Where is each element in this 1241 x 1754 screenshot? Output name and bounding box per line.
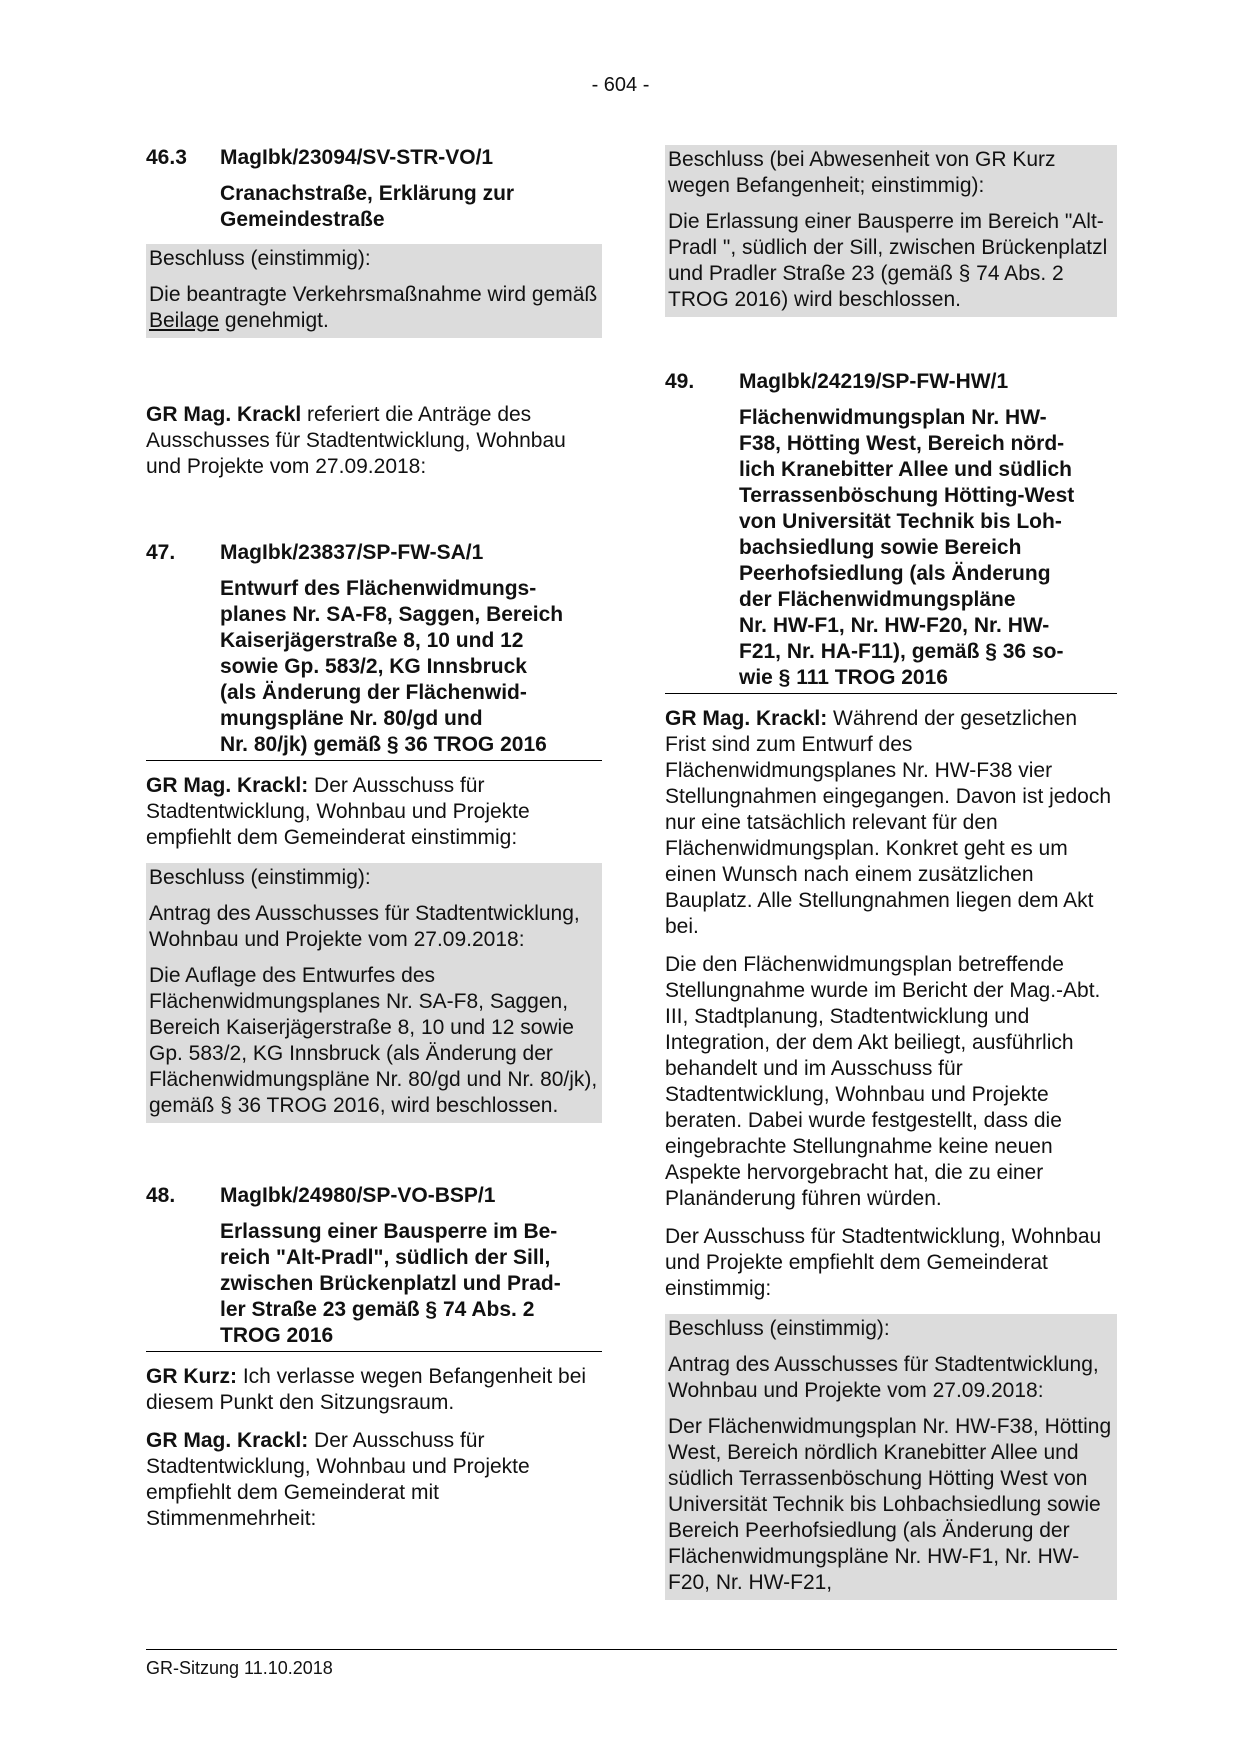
title-line: Kaiserjägerstraße 8, 10 und 12 xyxy=(220,629,524,652)
beschluss-label: Beschluss (einstimmig): xyxy=(668,1317,890,1340)
title-line: Nr. HW-F1, Nr. HW-F20, Nr. HW- xyxy=(739,614,1050,637)
title-line: TROG 2016 xyxy=(220,1324,334,1347)
item-code: MagIbk/24219/SP-FW-HW/1 xyxy=(739,370,1009,393)
item-code: MagIbk/23837/SP-FW-SA/1 xyxy=(220,541,484,564)
speaker: GR Mag. Krackl: xyxy=(146,1429,309,1452)
title-line: F38, Hötting West, Bereich nörd- xyxy=(739,432,1065,455)
item-code: MagIbk/24980/SP-VO-BSP/1 xyxy=(220,1184,496,1207)
title-line: planes Nr. SA-F8, Saggen, Bereich xyxy=(220,603,564,626)
decision-box xyxy=(665,145,1117,317)
item-48-title xyxy=(146,1219,602,1352)
title-line: Terrassenböschung Hötting-West xyxy=(739,484,1075,507)
title-line: Cranachstraße, Erklärung zur xyxy=(220,182,515,205)
beschluss-label: Beschluss (einstimmig): xyxy=(149,247,371,270)
item-number: 46.3 xyxy=(146,146,187,169)
title-line: Flächenwidmungsplan Nr. HW- xyxy=(739,406,1047,429)
body-paragraph: Der Ausschuss für Stadtentwicklung, Wohnbau und Projekte empfiehlt dem Gemeinderat einstimmig: xyxy=(665,1225,1102,1300)
item-46-3-header xyxy=(146,145,602,171)
decision-text: Die beantragte Verkehrsmaßnahme wird gemäß Beilage genehmigt. xyxy=(149,283,598,332)
title-line: sowie Gp. 583/2, KG Innsbruck xyxy=(220,655,527,678)
body-paragraph: Die den Flächenwidmungsplan betreffende Stellungnahme wurde im Bericht der Mag.-Abt. III, Stadtplanung, Stadtentwicklung und Integration, der dem Akt beiliegt, ausführlich behandelt und im Ausschuss für Stadtentwicklung, Wohnbau und Projekte beraten. Dabei wurde festgestellt, dass die eingebrachte Stellungnahme keine neuen Aspekte hervorgebracht hat, die zu einer Planänderung führen würden. xyxy=(665,953,1101,1210)
speaker-paragraph: GR Mag. Krackl: Der Ausschuss für Stadtentwicklung, Wohnbau und Projekte empfiehlt dem Gemeinderat einstimmig: xyxy=(146,774,530,849)
item-code: MagIbk/23094/SV-STR-VO/1 xyxy=(220,146,494,169)
intro-paragraph: GR Mag. Krackl referiert die Anträge des Ausschusses für Stadtentwicklung, Wohnbau und Projekte vom 27.09.2018: xyxy=(146,403,566,478)
decision-text: Die Auflage des Entwurfes des Flächenwidmungsplanes Nr. SA-F8, Saggen, Bereich Kaiserjägerstraße 8, 10 und 12 sowie Gp. 583/2, KG Innsbruck (als Änderung der Flächenwidmungspläne Nr. 80/gd und Nr. 80/jk), gemäß § 36 TROG 2016, wird beschlossen. xyxy=(149,964,598,1117)
item-46-3-title xyxy=(220,181,602,234)
item-number: 49. xyxy=(665,370,695,393)
beilage-link[interactable]: Beilage xyxy=(149,309,220,332)
right-column xyxy=(665,145,1117,1600)
item-49-title xyxy=(665,405,1117,694)
title-line: bachsiedlung sowie Bereich xyxy=(739,536,1022,559)
title-line: F21, Nr. HA-F11), gemäß § 36 so- xyxy=(739,640,1064,663)
title-line: ler Straße 23 gemäß § 74 Abs. 2 xyxy=(220,1298,535,1321)
title-line: (als Änderung der Flächenwid- xyxy=(220,681,527,704)
decision-box xyxy=(146,244,602,338)
title-line: wie § 111 TROG 2016 xyxy=(739,666,948,689)
title-line: Peerhofsiedlung (als Änderung xyxy=(739,562,1051,585)
decision-text: Der Flächenwidmungsplan Nr. HW-F38, Hötting West, Bereich nördlich Kranebitter Allee und südlich Terrassenböschung Hötting West von Universität Technik bis Lohbachsiedlung sowie Bereich Peerhofsiedlung (als Änderung der Flächenwidmungspläne Nr. HW-F1, Nr. HW-F20, Nr. HW-F21, xyxy=(668,1415,1112,1594)
beschluss-label: Beschluss (einstimmig): xyxy=(149,866,371,889)
title-line: Erlassung einer Bausperre im Be- xyxy=(220,1220,558,1243)
title-line: Entwurf des Flächenwidmungs- xyxy=(220,577,537,600)
title-line: mungspläne Nr. 80/gd und xyxy=(220,707,483,730)
title-line: reich "Alt-Pradl", südlich der Sill, xyxy=(220,1246,551,1269)
page-number: - 604 - xyxy=(591,74,650,96)
speaker-paragraph: GR Mag. Krackl: Der Ausschuss für Stadtentwicklung, Wohnbau und Projekte empfiehlt dem Gemeinderat mit Stimmenmehrheit: xyxy=(146,1429,530,1530)
footer-rule xyxy=(146,1649,1117,1650)
item-number: 47. xyxy=(146,541,176,564)
left-column xyxy=(146,145,602,1532)
item-number: 48. xyxy=(146,1184,176,1207)
speaker: GR Mag. Krackl: xyxy=(665,707,828,730)
title-line: der Flächenwidmungspläne xyxy=(739,588,1016,611)
speaker-paragraph: GR Mag. Krackl: Während der gesetzlichen Frist sind zum Entwurf des Flächenwidmungsplanes Nr. HW-F38 vier Stellungnahmen eingegangen. Davon ist jedoch nur eine tatsächlich relevant für den Flächenwidmungsplan. Konkret geht es um einen Wunsch nach einem zusätzlichen Bauplatz. Alle Stellungnahmen liegen dem Akt bei. xyxy=(665,707,1111,938)
title-line: lich Kranebitter Allee und südlich xyxy=(739,458,1072,481)
decision-text: Die Erlassung einer Bausperre im Bereich "Alt-Pradl ", südlich der Sill, zwischen Brückenplatzl und Pradler Straße 23 (gemäß § 74 Abs. 2 TROG 2016) wird beschlossen. xyxy=(668,210,1108,311)
decision-box xyxy=(665,1314,1117,1600)
title-line: zwischen Brückenplatzl und Prad- xyxy=(220,1272,561,1295)
antrag-text: Antrag des Ausschusses für Stadtentwicklung, Wohnbau und Projekte vom 27.09.2018: xyxy=(149,902,580,951)
title-line: Gemeindestraße xyxy=(220,208,385,231)
title-line: Nr. 80/jk) gemäß § 36 TROG 2016 xyxy=(220,733,547,756)
decision-box xyxy=(146,863,602,1123)
item-47-title xyxy=(146,576,602,761)
speaker-paragraph: GR Kurz: Ich verlasse wegen Befangenheit bei diesem Punkt den Sitzungsraum. xyxy=(146,1365,587,1414)
speaker: GR Mag. Krackl: xyxy=(146,774,309,797)
item-49-header xyxy=(665,369,1117,395)
antrag-text: Antrag des Ausschusses für Stadtentwicklung, Wohnbau und Projekte vom 27.09.2018: xyxy=(668,1353,1099,1402)
speaker: GR Mag. Krackl xyxy=(146,403,302,426)
item-48-header xyxy=(146,1183,602,1209)
title-line: von Universität Technik bis Loh- xyxy=(739,510,1062,533)
speaker: GR Kurz: xyxy=(146,1365,237,1388)
footer: GR-Sitzung 11.10.2018 xyxy=(146,1658,333,1678)
beschluss-label: Beschluss (bei Abwesenheit von GR Kurz wegen Befangenheit; einstimmig): xyxy=(668,148,1056,197)
item-47-header xyxy=(146,540,602,566)
